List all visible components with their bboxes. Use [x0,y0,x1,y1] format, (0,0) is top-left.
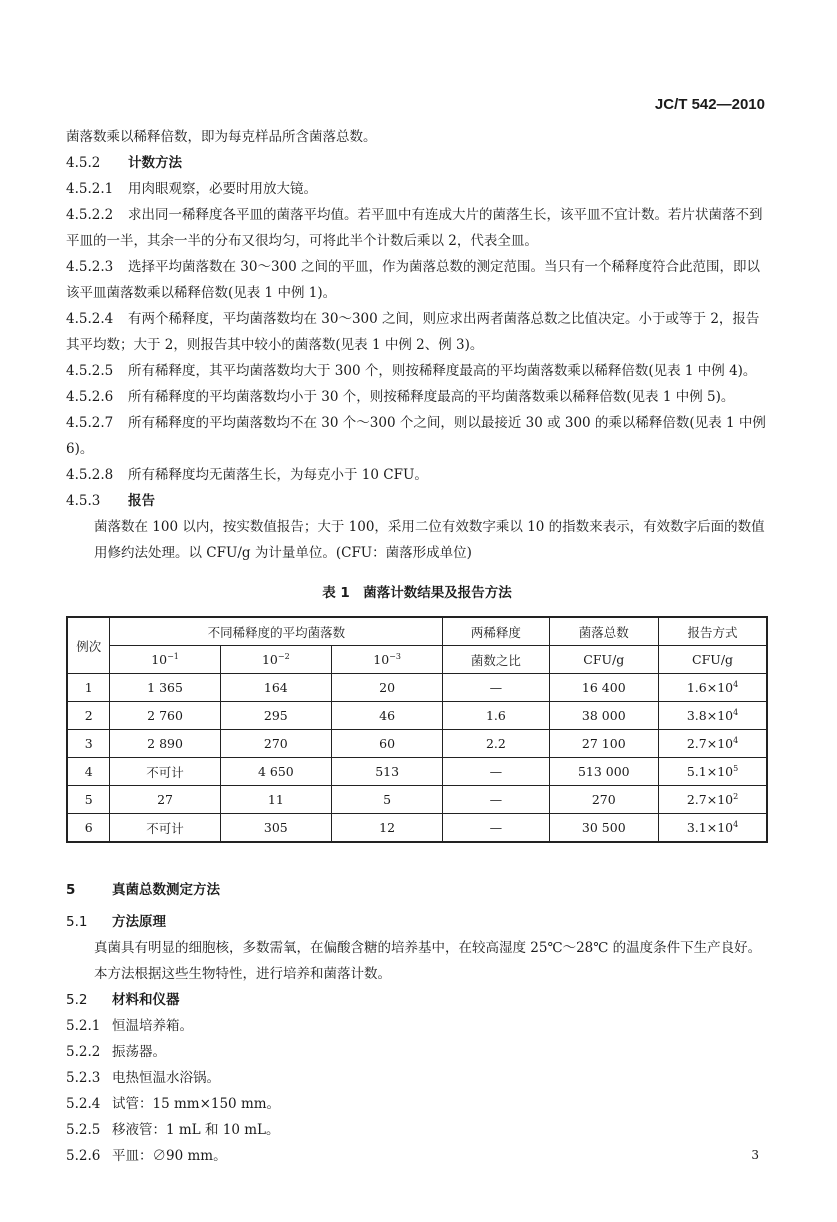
cell-d3: 20 [331,674,442,702]
report-mantissa: 3.1×10 [686,820,734,835]
materials-list [66,1013,768,1169]
material-item [66,1039,768,1065]
header-case: 例次 [67,617,110,674]
principle-paragraph: 真菌具有明显的细胞核，多数需氧，在偏酸含糖的培养基中，在较高湿度 25℃～28℃ 的温度条件下生产良好。本方法根据这些生物特性，进行培养和菌落计数。 [94,940,762,982]
table-row [67,702,767,730]
header-dilution: 不同稀释度的平均菌落数 [110,617,443,646]
table-row [67,814,767,843]
section-number: 5.1 [66,914,88,930]
table-row [67,730,767,758]
cell-d1: 2 890 [110,730,220,758]
cell-d3: 46 [331,702,442,730]
clause-text: 平皿：∅90 mm。 [112,1148,227,1164]
clause-number: 5.2.3 [66,1070,101,1086]
material-item [66,1013,768,1039]
report-exponent: 5 [733,764,739,773]
table-body [67,674,767,843]
cell-report [659,730,767,758]
cell-ratio: — [443,786,549,814]
s4-item [66,488,768,514]
cell-d1: 27 [110,786,220,814]
dilution-exponent: −3 [389,652,401,661]
section-5-heading [66,877,768,903]
section-title: 真菌总数测定方法 [112,882,220,898]
section-number: 5.2 [66,992,88,1008]
section-5-2-heading [66,987,768,1013]
report-exponent: 4 [733,708,739,717]
cell-ratio: — [443,674,549,702]
dilution-exponent: −1 [167,652,179,661]
header-report-unit: CFU/g [659,646,767,674]
clause-number: 4.5.2.3 [66,259,114,275]
s4-item [66,462,768,488]
report-paragraph: 菌落数在 100 以内，按实数值报告；大于 100，采用二位有效数字乘以 10 的指数来表示，有效数字后面的数值用修约法处理。以 CFU/g 为计量单位。(CFU：菌落形成单位) [94,519,765,561]
material-item [66,1065,768,1091]
report-exponent: 4 [733,820,739,829]
clause-number: 5.2.2 [66,1044,101,1060]
clause-text: 有两个稀释度，平均菌落数均在 30～300 之间，则应求出两者菌落总数之比值决定。小于或等于 2，报告其平均数；大于 2，则报告其中较小的菌落数(见表 1 中例 2、例 3)。 [66,311,760,353]
s4-item [66,202,768,254]
s4-item [66,306,768,358]
clause-text: 所有稀释度均无菌落生长，为每克小于 10 CFU。 [128,467,428,483]
cell-d1: 不可计 [110,758,220,786]
report-mantissa: 2.7×10 [686,792,734,807]
colony-count-table [66,616,768,843]
cell-case: 1 [67,674,110,702]
clause-text: 恒温培养箱。 [112,1018,193,1034]
clause-text: 求出同一稀释度各平皿的菌落平均值。若平皿中有连成大片的菌落生长，该平皿不宜计数。若片状菌落不到平皿的一半，其余一半的分布又很均匀，可将此半个计数后乘以 2，代表全皿。 [66,207,763,249]
cell-case: 5 [67,786,110,814]
clause-number: 4.5.2.4 [66,311,114,327]
clause-number: 4.5.2.5 [66,363,114,379]
cell-d2: 4 650 [220,758,331,786]
header-total: 菌落总数 [549,617,659,646]
section-title: 方法原理 [112,914,166,930]
clause-text: 选择平均菌落数在 30～300 之间的平皿，作为菌落总数的测定范围。当只有一个稀释度符合此范围，即以该平皿菌落数乘以稀释倍数(见表 1 中例 1)。 [66,259,761,301]
material-item [66,1117,768,1143]
header-ratio-sub: 菌数之比 [443,646,549,674]
cell-ratio: — [443,814,549,843]
clause-number: 5.2.1 [66,1018,101,1034]
cell-total: 270 [549,786,659,814]
section-5-1-heading [66,909,768,935]
cell-d1: 不可计 [110,814,220,843]
section-4-5-list [66,124,768,514]
report-mantissa: 3.8×10 [686,708,734,723]
standard-code-header: JC/T 542—2010 [654,96,765,113]
cell-ratio: — [443,758,549,786]
clause-text: 所有稀释度的平均菌落数均不在 30 个～300 个之间，则以最接近 30 或 300 的乘以稀释倍数(见表 1 中例 6)。 [66,415,766,457]
cell-case: 3 [67,730,110,758]
cell-d3: 5 [331,786,442,814]
s4-item [66,150,768,176]
header-ratio: 两稀释度 [443,617,549,646]
cell-d3: 513 [331,758,442,786]
clause-number: 4.5.2.8 [66,467,114,483]
header-dilution-1 [110,646,220,674]
s4-item [66,254,768,306]
header-dilution-2 [220,646,331,674]
s4-item [66,410,768,462]
cell-d2: 164 [220,674,331,702]
clause-text: 计数方法 [128,155,182,171]
cell-d3: 60 [331,730,442,758]
dilution-base: 10 [261,652,278,667]
clause-text: 振荡器。 [112,1044,166,1060]
cell-case: 4 [67,758,110,786]
table-caption: 表 1 菌落计数结果及报告方法 [322,585,512,601]
cell-d2: 11 [220,786,331,814]
clause-text: 电热恒温水浴锅。 [112,1070,220,1086]
cell-report [659,786,767,814]
report-mantissa: 1.6×10 [686,680,734,695]
report-mantissa: 5.1×10 [686,764,734,779]
cell-d3: 12 [331,814,442,843]
clause-text: 所有稀释度的平均菌落数均小于 30 个，则按稀释度最高的平均菌落数乘以稀释倍数(见表 1 中例 5)。 [128,389,735,405]
cell-d2: 295 [220,702,331,730]
clause-text: 报告 [128,493,155,509]
cell-ratio: 2.2 [443,730,549,758]
report-exponent: 2 [733,792,739,801]
clause-number: 4.5.3 [66,493,101,509]
cell-total: 27 100 [549,730,659,758]
dilution-base: 10 [151,652,168,667]
table-row [67,786,767,814]
header-report: 报告方式 [659,617,767,646]
cell-case: 2 [67,702,110,730]
table-row [67,758,767,786]
cell-report [659,702,767,730]
material-item [66,1091,768,1117]
s4-item [66,384,768,410]
dilution-exponent: −2 [277,652,290,661]
cell-total: 30 500 [549,814,659,843]
clause-number: 5.2.5 [66,1122,101,1138]
dilution-base: 10 [373,652,390,667]
cell-ratio: 1.6 [443,702,549,730]
clause-number: 5.2.4 [66,1096,101,1112]
clause-number: 4.5.2.7 [66,415,114,431]
clause-number: 4.5.2.1 [66,181,114,197]
clause-number: 4.5.2.2 [66,207,114,223]
report-exponent: 4 [733,680,739,689]
cell-report [659,758,767,786]
cell-report [659,674,767,702]
cell-total: 16 400 [549,674,659,702]
clause-text: 用肉眼观察，必要时用放大镜。 [128,181,317,197]
cell-d1: 1 365 [110,674,220,702]
cell-case: 6 [67,814,110,843]
cell-d2: 305 [220,814,331,843]
s4-item [66,124,768,150]
clause-number: 4.5.2 [66,155,101,171]
cell-d2: 270 [220,730,331,758]
page-body [66,124,768,1169]
clause-text: 移液管：1 mL 和 10 mL。 [112,1122,280,1138]
clause-text: 菌落数乘以稀释倍数，即为每克样品所含菌落总数。 [66,129,377,145]
header-total-unit: CFU/g [549,646,659,674]
header-dilution-3 [331,646,442,674]
section-title: 材料和仪器 [112,992,180,1008]
report-exponent: 4 [733,736,739,745]
clause-text: 试管：15 mm×150 mm。 [112,1096,281,1112]
cell-report [659,814,767,843]
clause-number: 4.5.2.6 [66,389,114,405]
cell-total: 38 000 [549,702,659,730]
s4-item [66,358,768,384]
cell-total: 513 000 [549,758,659,786]
section-number: 5 [66,882,76,898]
material-item [66,1143,768,1169]
clause-number: 5.2.6 [66,1148,101,1164]
clause-text: 所有稀释度，其平均菌落数均大于 300 个，则按稀释度最高的平均菌落数乘以稀释倍数(见表 1 中例 4)。 [128,363,757,379]
cell-d1: 2 760 [110,702,220,730]
page-number: 3 [751,1148,759,1162]
table-row [67,674,767,702]
report-mantissa: 2.7×10 [686,736,734,751]
s4-item [66,176,768,202]
